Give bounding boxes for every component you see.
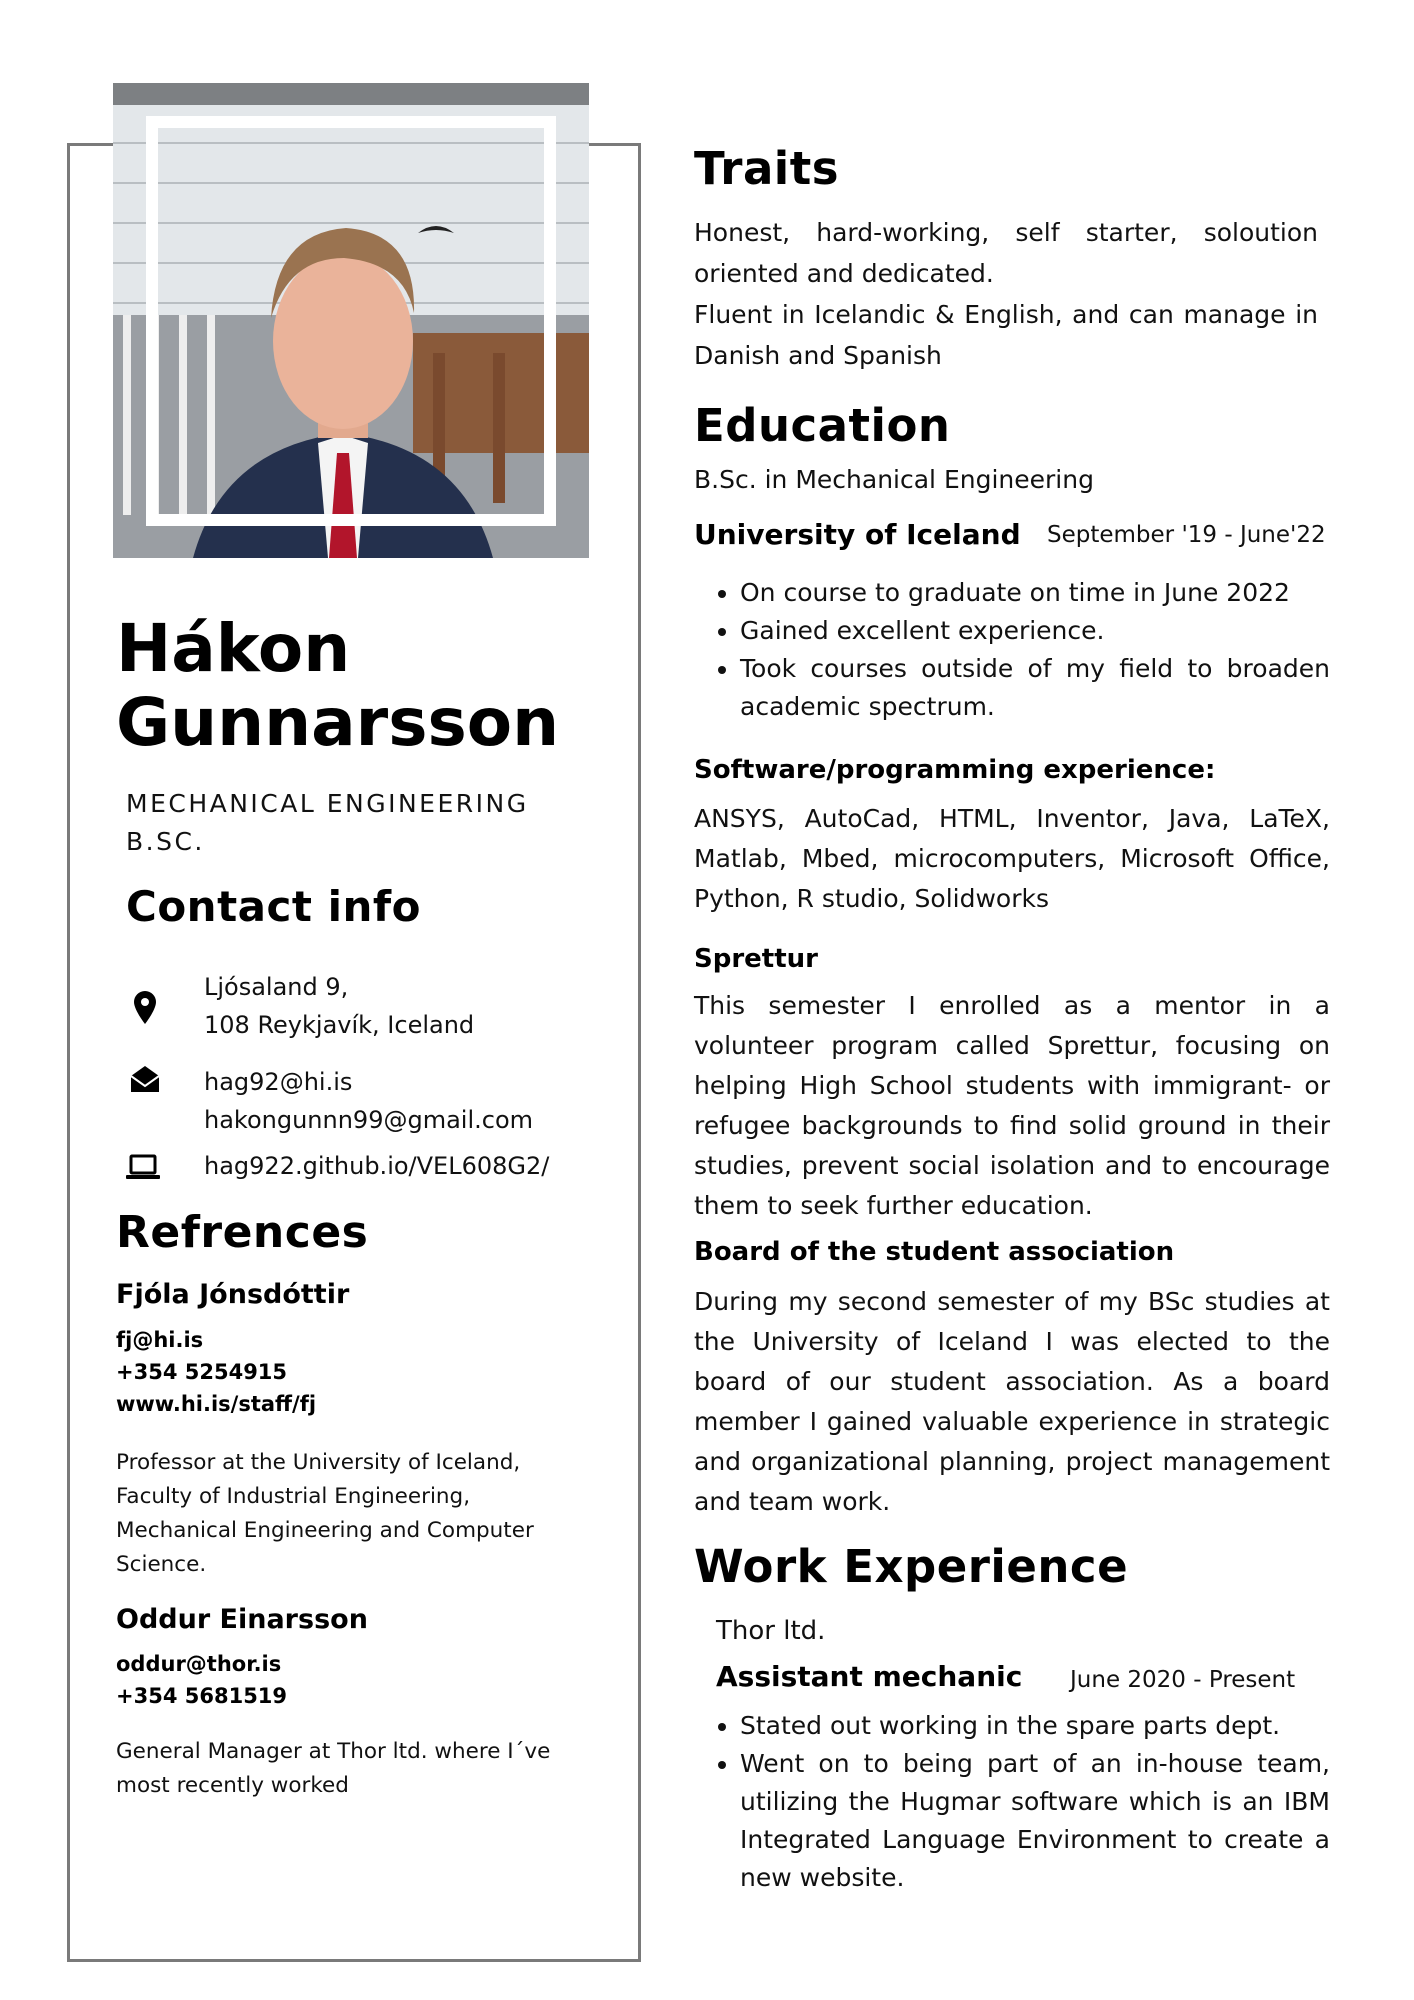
email-secondary[interactable]: hakongunnn99@gmail.com	[204, 1106, 534, 1134]
software-heading: Software/programming experience:	[694, 755, 1216, 785]
contact-heading: Contact info	[126, 882, 422, 931]
education-bullets	[694, 574, 1330, 726]
company-name: Thor ltd.	[716, 1616, 826, 1646]
location-pin-icon	[127, 988, 163, 1028]
job-title: Assistant mechanic	[716, 1660, 1023, 1693]
degree: B.Sc. in Mechanical Engineering	[694, 465, 1094, 494]
reference-1-phone: +354 5254915	[116, 1360, 288, 1384]
reference-1-email[interactable]: fj@hi.is	[116, 1328, 204, 1352]
address	[204, 968, 474, 1044]
list-item: • Took courses outside of my field to broaden academic spectrum.	[740, 650, 1330, 726]
reference-2-description: General Manager at Thor ltd. where I´ve most recently worked	[116, 1739, 551, 1798]
reference-1-contact	[116, 1324, 316, 1420]
list-item: • Stated out working in the spare parts dept.	[740, 1707, 1330, 1745]
traits-line-1: Honest, hard-working, self starter, soloution oriented and dedicated.	[694, 218, 1318, 288]
board-heading: Board of the student association	[694, 1237, 1175, 1267]
address-line-1: Ljósaland 9,	[204, 973, 349, 1001]
candidate-title: MECHANICAL ENGINEERING B.SC.	[126, 789, 529, 856]
address-line-2: 108 Reykjavík, Iceland	[204, 1011, 475, 1039]
job-dates: June 2020 - Present	[1070, 1667, 1296, 1693]
references-heading: Refrences	[116, 1207, 369, 1258]
education-heading: Education	[694, 399, 951, 452]
traits-heading: Traits	[694, 142, 840, 195]
email-primary[interactable]: hag92@hi.is	[204, 1068, 353, 1096]
sprettur-heading: Sprettur	[694, 944, 818, 974]
board-text: During my second semester of my BSc studies at the University of Iceland I was elected to the board of our student association. As a board member I gained valuable experience in strategic and organizational planning, project management and team work.	[694, 1287, 1330, 1516]
emails	[204, 1063, 533, 1139]
envelope-open-icon	[127, 1060, 163, 1100]
candidate-name: Hákon Gunnarsson	[116, 610, 560, 761]
traits-text	[694, 212, 1318, 376]
list-item: • On course to graduate on time in June 2022	[740, 574, 1330, 612]
list-item: • Gained excellent experience.	[740, 612, 1330, 650]
reference-2-phone: +354 5681519	[116, 1684, 288, 1708]
software-text: ANSYS, AutoCad, HTML, Inventor, Java, LaTeX, Matlab, Mbed, microcomputers, Microsoft Office, Python, R studio, Solidworks	[694, 804, 1330, 913]
sprettur-text: This semester I enrolled as a mentor in a volunteer program called Sprettur, focusing on helping High School students with immigrant- or refugee backgrounds to find solid ground in their studies, prevent social isolation and to encourage them to seek further education.	[694, 991, 1330, 1220]
education-dates: September '19 - June'22	[1047, 522, 1326, 548]
work-bullets	[694, 1707, 1330, 1897]
traits-line-2: Fluent in Icelandic & English, and can manage in Danish and Spanish	[694, 300, 1318, 370]
website-link[interactable]: hag922.github.io/VEL608G2/	[204, 1152, 550, 1180]
work-heading: Work Experience	[694, 1540, 1129, 1593]
reference-1-name: Fjóla Jónsdóttir	[116, 1279, 350, 1310]
reference-2-email[interactable]: oddur@thor.is	[116, 1652, 282, 1676]
reference-2-contact	[116, 1648, 287, 1712]
university-name: University of Iceland	[694, 518, 1021, 551]
reference-1-web[interactable]: www.hi.is/staff/fj	[116, 1392, 317, 1416]
photo-frame	[146, 116, 556, 526]
reference-1-description: Professor at the University of Iceland, Faculty of Industrial Engineering, Mechanical Engineering and Computer Science.	[116, 1450, 534, 1577]
laptop-icon	[125, 1150, 161, 1190]
list-item: • Went on to being part of an in-house team, utilizing the Hugmar software which is an IBM Integrated Language Environment to create a new website.	[740, 1745, 1330, 1897]
reference-2-name: Oddur Einarsson	[116, 1604, 368, 1635]
